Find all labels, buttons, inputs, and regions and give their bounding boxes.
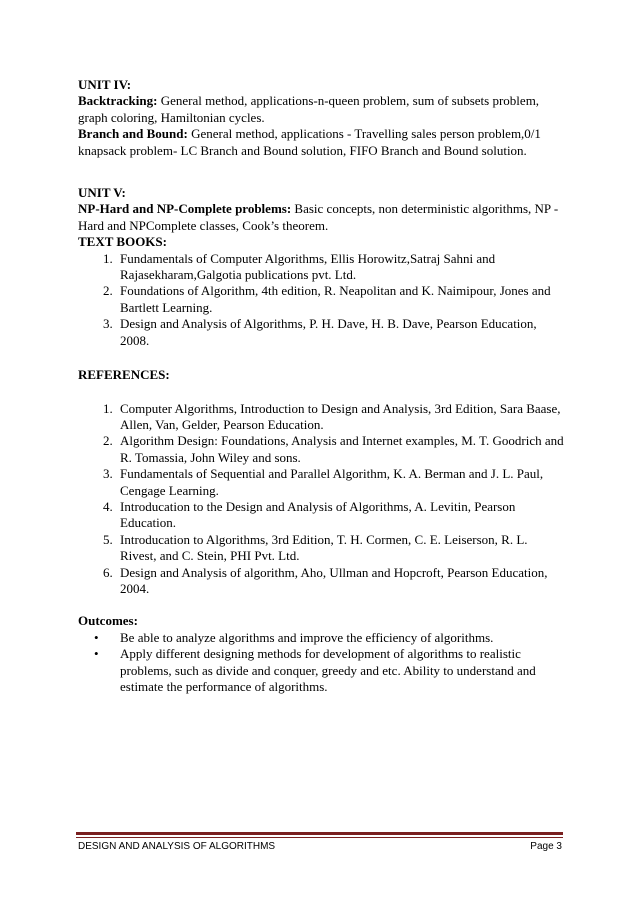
reference-item: 4. Introducation to the Design and Analysis of Algorithms, A. Levitin, Pearson Education. xyxy=(116,499,564,532)
branch-and-bound-label: Branch and Bound: xyxy=(78,126,188,142)
outcomes-heading: Outcomes: xyxy=(78,613,138,629)
references-section xyxy=(78,367,564,597)
textbook-item: 1. Fundamentals of Computer Algorithms, Ellis Horowitz,Satraj Sahni and Rajasekharam,Galgotia publications pvt. Ltd. xyxy=(116,251,564,284)
outcome-text: Be able to analyze algorithms and improve the efficiency of algorithms. xyxy=(120,629,494,645)
outcomes-section xyxy=(78,613,564,695)
textbooks-section xyxy=(78,234,564,349)
textbooks-heading: TEXT BOOKS: xyxy=(78,234,167,250)
backtracking-paragraph xyxy=(78,93,564,126)
outcome-item xyxy=(94,629,564,646)
bullet-icon: • xyxy=(94,629,99,645)
bullet-icon: • xyxy=(94,646,99,662)
page-footer xyxy=(78,841,562,853)
references-heading: REFERENCES: xyxy=(78,367,170,383)
footer-title: DESIGN AND ANALYSIS OF ALGORITHMS xyxy=(78,841,276,852)
footer-rule-thin xyxy=(76,837,563,838)
unit-5-section xyxy=(78,185,564,234)
branch-and-bound-paragraph xyxy=(78,126,564,159)
np-paragraph xyxy=(78,201,564,234)
unit-4-section xyxy=(78,77,564,159)
np-text: Basic concepts, non deterministic algorithms, NP - Hard and NPComplete classes, Cook’s theorem. xyxy=(78,201,559,233)
branch-and-bound-text: General method, applications - Travelling sales person problem,0/1 knapsack problem- LC Branch and Bound solution, FIFO Branch and Bound solution. xyxy=(78,126,541,158)
reference-item: 2. Algorithm Design: Foundations, Analysis and Internet examples, M. T. Goodrich and R. Tomassia, John Wiley and sons. xyxy=(116,433,564,466)
np-label: NP-Hard and NP-Complete problems: xyxy=(78,201,292,217)
backtracking-label: Backtracking: xyxy=(78,93,158,109)
unit-4-heading: UNIT IV: xyxy=(78,77,132,92)
outcomes-list xyxy=(78,630,564,696)
outcome-text: Apply different designing methods for development of algorithms to realistic problems, such as divide and conquer, greedy and etc. Ability to understand and estimate the performance of algorithms. xyxy=(120,646,536,694)
footer-rule xyxy=(76,832,563,835)
reference-item: 3. Fundamentals of Sequential and Parallel Algorithm, K. A. Berman and J. L. Paul, Cengage Learning. xyxy=(116,466,564,499)
textbooks-list xyxy=(78,251,564,349)
textbook-item: 2. Foundations of Algorithm, 4th edition, R. Neapolitan and K. Naimipour, Jones and Bartlett Learning. xyxy=(116,283,564,316)
unit-5-heading: UNIT V: xyxy=(78,185,126,201)
page-number: Page 3 xyxy=(530,841,562,852)
textbook-item: 3. Design and Analysis of Algorithms, P. H. Dave, H. B. Dave, Pearson Education, 2008. xyxy=(116,316,564,349)
references-list xyxy=(78,401,564,598)
outcome-item xyxy=(94,646,564,695)
backtracking-text: General method, applications-n-queen problem, sum of subsets problem, graph coloring, Hamiltonian cycles. xyxy=(78,93,540,125)
reference-item: 5. Introducation to Algorithms, 3rd Edition, T. H. Cormen, C. E. Leiserson, R. L. Rivest, and C. Stein, PHI Pvt. Ltd. xyxy=(116,532,564,565)
reference-item: 1. Computer Algorithms, Introduction to Design and Analysis, 3rd Edition, Sara Baase, Allen, Van, Gelder, Pearson Education. xyxy=(116,401,564,434)
page-content xyxy=(78,77,564,695)
reference-item: 6. Design and Analysis of algorithm, Aho, Ullman and Hopcroft, Pearson Education, 2004. xyxy=(116,565,564,598)
